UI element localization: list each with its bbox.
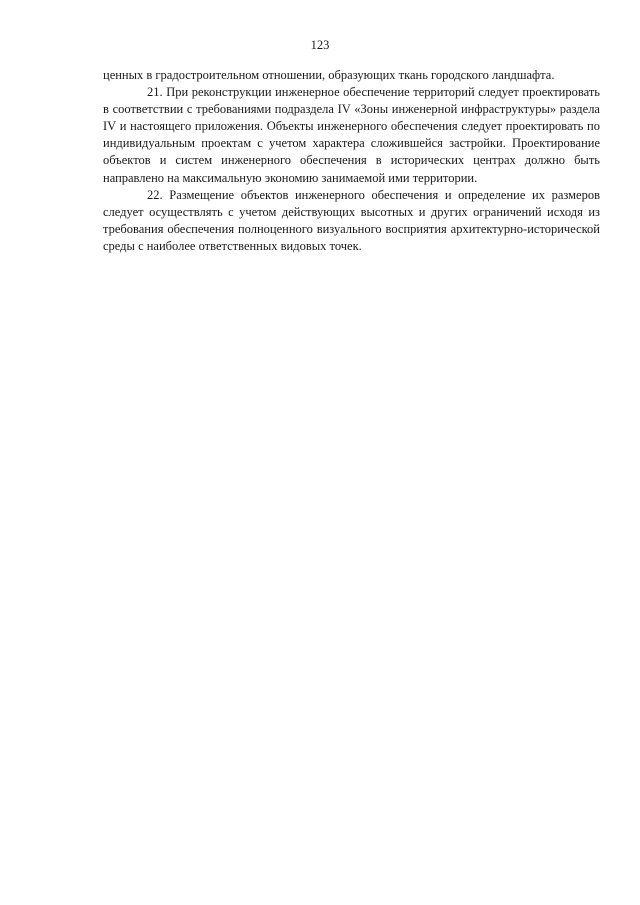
page-number: 123 — [310, 38, 330, 52]
paragraph-continuation: ценных в градостроительном отношении, образующих ткань городского ландшафта. — [103, 68, 555, 82]
document-body — [103, 67, 600, 255]
paragraph-22: 22. Размещение объектов инженерного обеспечения и определение их размеров следует осуществлять с учетом действующих высотных и других ограничений исходя из требования обеспечения полноценного визуального восприятия архитектурно-исторической среды с наиболее ответственных видовых точек. — [103, 187, 600, 253]
paragraph-21: 21. При реконструкции инженерное обеспечение территорий следует проектировать в соответствии с требованиями подраздела IV «Зоны инженерной инфраструктуры» раздела IV и настоящего приложения. Объекты инженерного обеспечения следует проектировать по индивидуальным проектам с учетом характера сложившейся застройки. Проектирование объектов и систем инженерного обеспечения в исторических центрах должно быть направлено на максимальную экономию занимаемой ими территории. — [103, 85, 600, 185]
